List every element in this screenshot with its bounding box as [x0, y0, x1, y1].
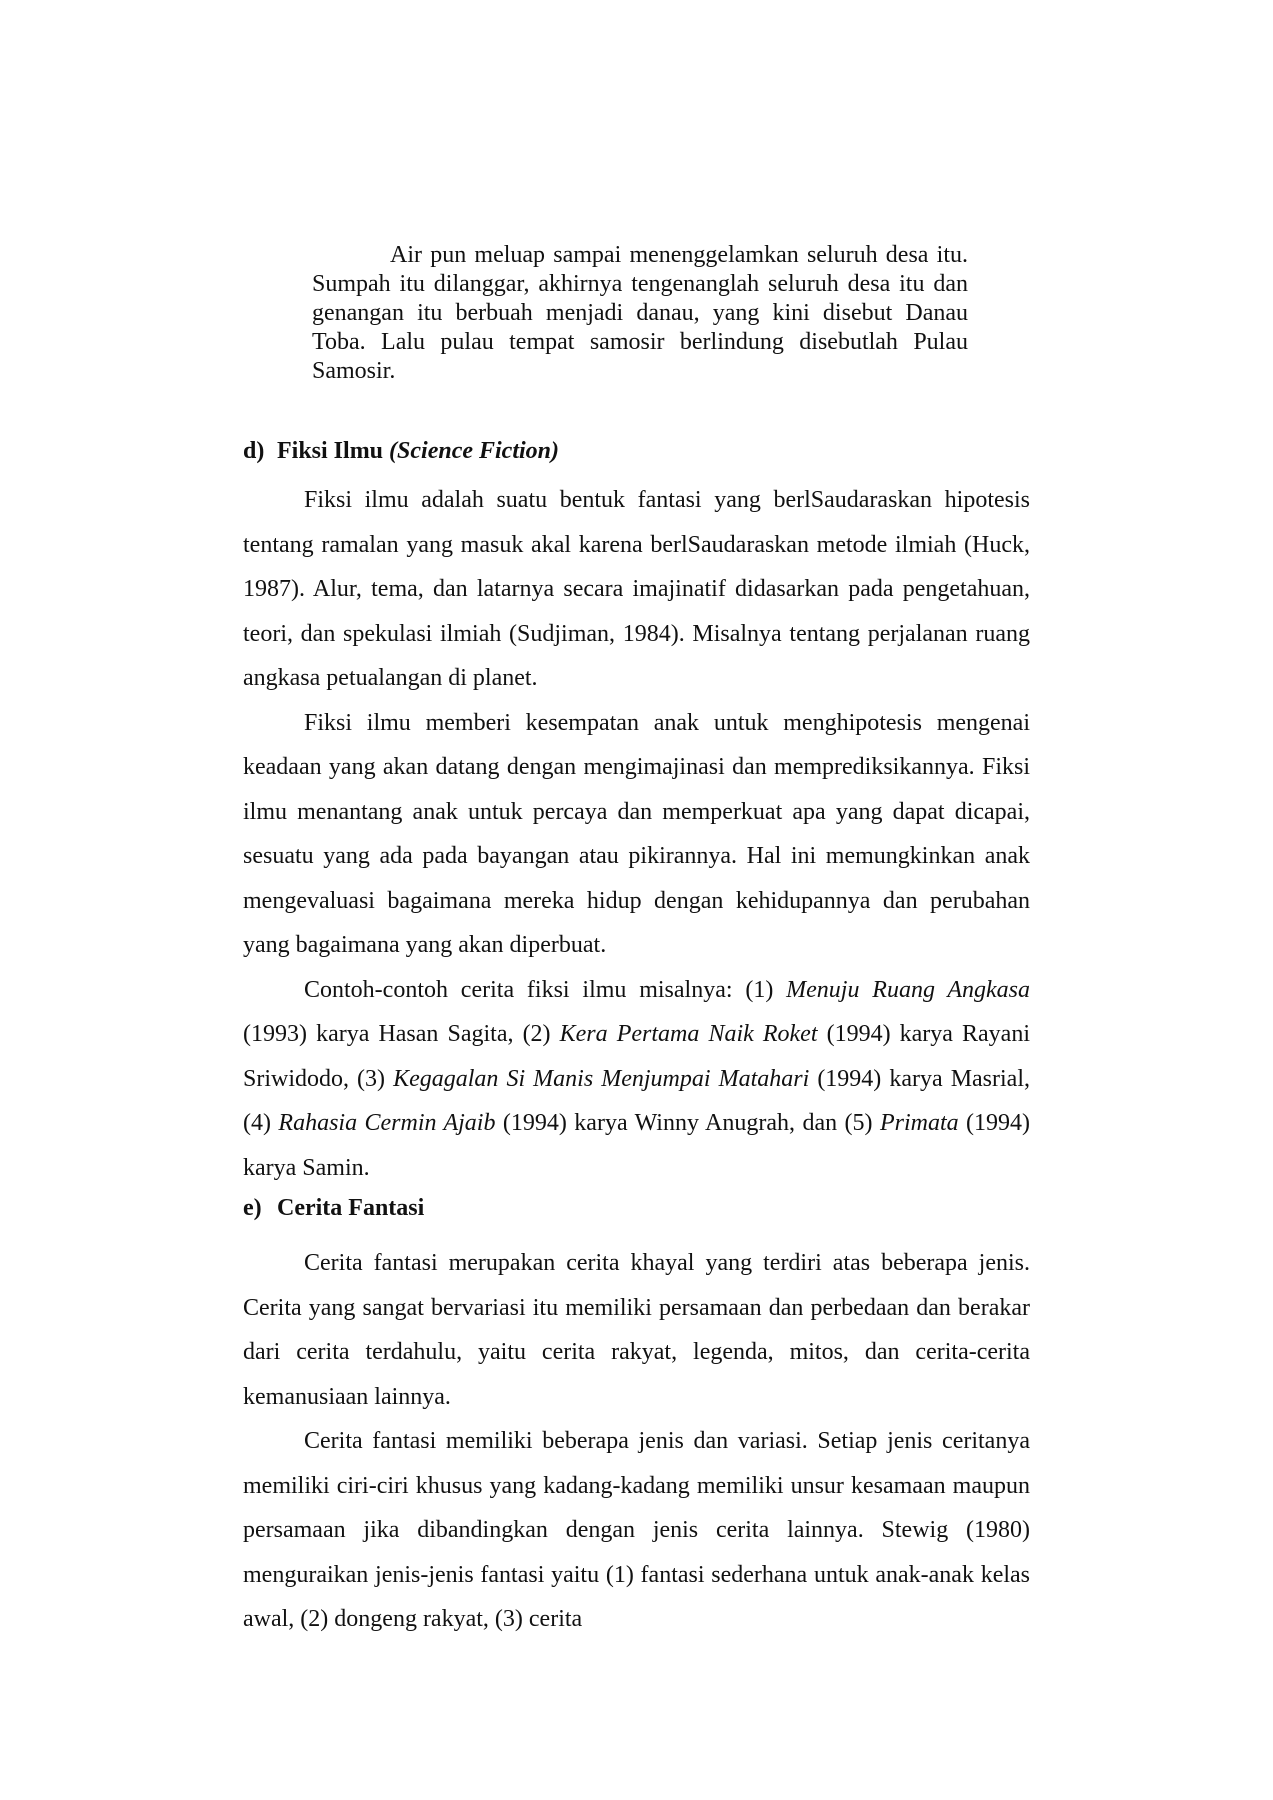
section-e-label: e)	[243, 1195, 262, 1221]
section-d-paragraph-2: Fiksi ilmu memberi kesempatan anak untuk menghipotesis mengenai keadaan yang akan datang dengan mengimajinasi dan memprediksikannya. Fiksi ilmu menantang anak untuk percaya dan memperkuat apa yang dapat dicapai, sesuatu yang ada pada bayangan atau pikirannya. Hal ini memungkinkan anak mengevaluasi bagaimana mereka hidup dengan kehidupannya dan perubahan yang bagaimana yang akan diperbuat.	[243, 709, 1030, 958]
book-title-1: Menuju Ruang Angkasa	[786, 976, 1030, 1003]
quote-paragraph: Air pun meluap sampai menenggelamkan seluruh desa itu. Sumpah itu dilanggar, akhirnya tengenanglah seluruh desa itu dan genangan itu berbuah menjadi danau, yang kini disebut Danau Toba. Lalu pulau tempat samosir berlindung disebutlah Pulau Samosir.	[312, 242, 968, 384]
section-e-title: Cerita Fantasi	[277, 1195, 425, 1221]
section-e-heading	[243, 1193, 424, 1223]
section-d-paragraph-1: Fiksi ilmu adalah suatu bentuk fantasi yang berlSaudaraskan hipotesis tentang ramalan yang masuk akal karena berlSaudaraskan metode ilmiah (Huck, 1987). Alur, tema, dan latarnya secara imajinatif didasarkan pada pengetahuan, teori, dan spekulasi ilmiah (Sudjiman, 1984). Misalnya tentang perjalanan ruang angkasa petualangan di planet.	[243, 487, 1030, 691]
p3-text-2: (1994) karya Rayani Sriwidodo, (3)	[243, 1021, 1031, 1092]
p3-text-5: (1994) karya Samin.	[243, 1110, 1031, 1181]
section-d-title: Fiksi Ilmu	[277, 438, 384, 464]
section-d-body	[243, 478, 1030, 1190]
block-quote	[312, 241, 968, 386]
section-d-label: d)	[243, 438, 265, 464]
section-e-body	[243, 1241, 1030, 1642]
p3-text-intro: Contoh-contoh cerita fiksi ilmu misalnya: (1)	[304, 976, 787, 1003]
section-d-title-italic: (Science Fiction)	[389, 438, 559, 464]
section-e-paragraph-1: Cerita fantasi merupakan cerita khayal yang terdiri atas beberapa jenis. Cerita yang sangat bervariasi itu memiliki persamaan dan perbedaan dan berakar dari cerita terdahulu, yaitu cerita rakyat, legenda, mitos, dan cerita-cerita kemanusiaan lainnya.	[243, 1250, 1030, 1410]
book-title-2: Kera Pertama Naik Roket	[559, 1021, 818, 1047]
book-title-4: Rahasia Cermin Ajaib	[278, 1110, 496, 1136]
book-title-5: Primata	[879, 1110, 959, 1136]
section-d-heading	[243, 436, 559, 466]
section-e-paragraph-2: Cerita fantasi memiliki beberapa jenis dan variasi. Setiap jenis ceritanya memiliki ciri-ciri khusus yang kadang-kadang memiliki unsur kesamaan maupun persamaan jika dibandingkan dengan jenis cerita lainnya. Stewig (1980) menguraikan jenis-jenis fantasi yaitu (1) fantasi sederhana untuk anak-anak kelas awal, (2) dongeng rakyat, (3) cerita	[243, 1428, 1030, 1632]
section-d-paragraph-3	[243, 968, 1030, 1191]
p3-text-1: (1993) karya Hasan Sagita, (2)	[243, 1021, 560, 1047]
p3-text-4: (1994) karya Winny Anugrah, dan (5)	[495, 1110, 880, 1136]
book-title-3: Kegagalan Si Manis Menjumpai Matahari	[393, 1065, 810, 1092]
p3-text-3: (1994) karya Masrial, (4)	[243, 1065, 1030, 1136]
